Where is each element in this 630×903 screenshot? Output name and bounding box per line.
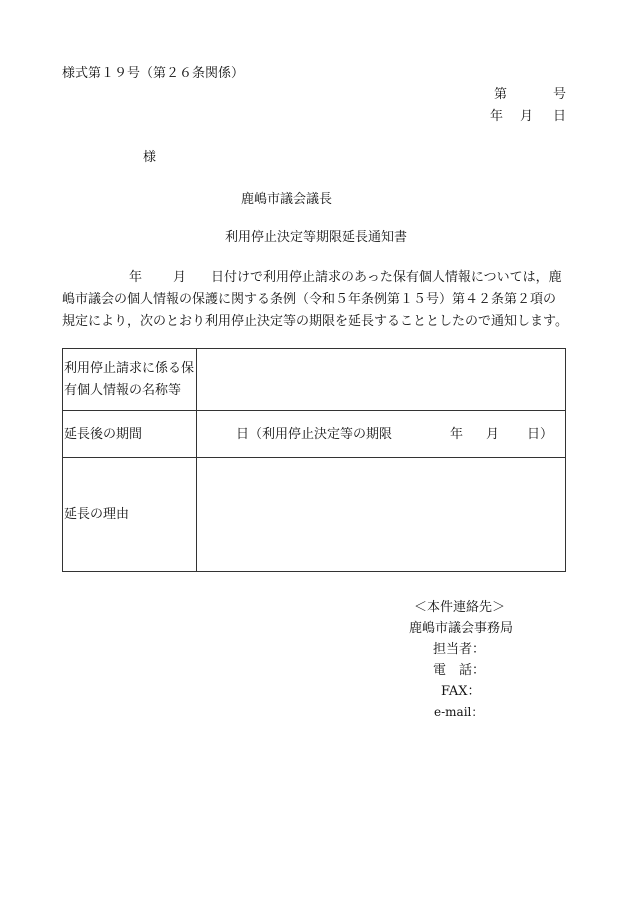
- contact-office: 鹿嶋市議会事務局: [409, 621, 514, 636]
- extended-period-month-label: 月: [486, 427, 500, 442]
- target-info-label-line-2: 有個人情報の名称等: [64, 383, 182, 398]
- document-title: 利用停止決定等期限延長通知書: [225, 230, 408, 245]
- date-day-label: 日: [553, 109, 567, 124]
- reason-value-cell: [197, 458, 565, 571]
- body-paragraph: [62, 267, 568, 333]
- extended-period-label: 延長後の期間: [64, 427, 143, 442]
- reason-label: 延長の理由: [64, 507, 130, 522]
- date-month-label: 月: [520, 109, 534, 124]
- target-info-label-line-1: 利用停止請求に係る保: [64, 361, 195, 376]
- document-number-label: 第: [494, 87, 508, 102]
- contact-heading: ＜本件連絡先＞: [414, 600, 506, 615]
- contact-phone-label: 電 話：: [433, 663, 486, 678]
- table-row-extended-period: [63, 411, 565, 458]
- extended-period-day-text: 日（利用停止決定等の期限: [236, 427, 393, 442]
- table-row-reason: [63, 458, 565, 571]
- body-line-2: 嶋市議会の個人情報の保護に関する条例（令和５年条例第１５号）第４２条第２項の: [62, 292, 557, 307]
- recipient-honorific: 様: [143, 150, 157, 165]
- body-month-label: 月: [173, 270, 187, 285]
- table-row-target-info: [63, 349, 565, 411]
- target-info-value-cell: [197, 349, 565, 410]
- contact-fax-label: FAX：: [441, 684, 481, 699]
- document-number-suffix: 号: [553, 87, 567, 102]
- body-year-label: 年: [129, 270, 143, 285]
- body-line-3: 規定により，次のとおり利用停止決定等の期限を延長することとしたので通知します。: [62, 314, 568, 329]
- contact-email-label: e-mail：: [434, 705, 484, 719]
- extended-period-value-cell: [197, 411, 565, 457]
- info-table: [62, 348, 566, 572]
- table-label-cell: [63, 411, 197, 457]
- form-number: 様式第１９号（第２６条関係）: [62, 66, 245, 81]
- table-label-cell: [63, 458, 197, 571]
- extended-period-close-text: 日）: [527, 427, 554, 442]
- body-line-1: [62, 267, 568, 289]
- sender-name: 鹿嶋市議会議長: [241, 192, 333, 207]
- contact-block: [400, 597, 513, 723]
- table-label-cell: [63, 349, 197, 410]
- date-year-label: 年: [490, 109, 504, 124]
- contact-person-label: 担当者：: [433, 642, 486, 657]
- body-line-1-text: 日付けで利用停止請求のあった保有個人情報については，鹿: [211, 270, 562, 285]
- extended-period-year-label: 年: [450, 427, 464, 442]
